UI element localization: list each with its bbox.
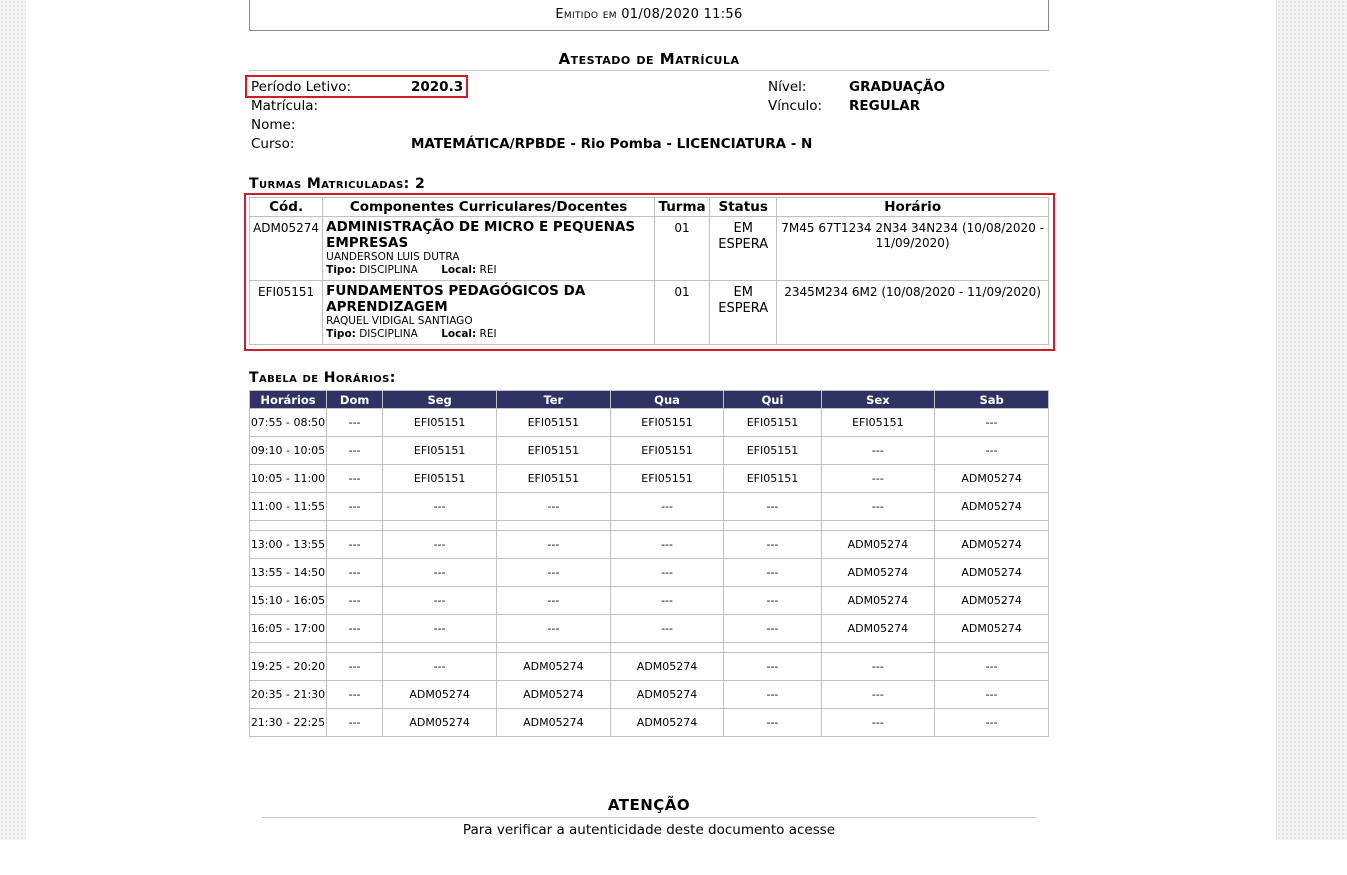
schedule-cell: --- — [724, 587, 821, 615]
schedule-cell: --- — [496, 587, 610, 615]
page-background-right — [1276, 0, 1347, 840]
schedule-cell: EFI05151 — [610, 437, 724, 465]
turma-cell: 01 — [655, 281, 710, 345]
table-row — [250, 587, 1049, 615]
table-row — [250, 437, 1049, 465]
schedule-cell: --- — [935, 681, 1049, 709]
separator-cell — [724, 643, 821, 653]
col-ter: Ter — [496, 391, 610, 409]
table-row — [250, 615, 1049, 643]
schedule-cell: --- — [935, 653, 1049, 681]
horarios-title: Tabela de Horários: — [249, 370, 396, 386]
table-row — [250, 559, 1049, 587]
schedule-cell: --- — [327, 653, 383, 681]
tipo-local — [326, 328, 651, 341]
time-cell: 16:05 - 17:00 — [250, 615, 327, 643]
matricula-label: Matrícula: — [251, 98, 319, 114]
separator-cell — [610, 521, 724, 531]
turmas-header-row — [250, 198, 1049, 217]
schedule-cell: --- — [821, 681, 935, 709]
separator-cell — [821, 643, 935, 653]
schedule-cell: ADM05274 — [821, 559, 935, 587]
schedule-cell: --- — [724, 493, 821, 521]
periodo-value: 2020.3 — [411, 79, 464, 95]
local-label: Local: — [441, 328, 477, 340]
schedule-cell: --- — [724, 681, 821, 709]
col-dom: Dom — [327, 391, 383, 409]
separator-row — [250, 521, 1049, 531]
col-status: Status — [710, 198, 777, 217]
schedule-cell: ADM05274 — [383, 681, 497, 709]
schedule-cell: --- — [724, 709, 821, 737]
separator-row — [250, 643, 1049, 653]
schedule-cell: EFI05151 — [383, 409, 497, 437]
separator-cell — [935, 521, 1049, 531]
col-qua: Qua — [610, 391, 724, 409]
horario-cell: 2345M234 6M2 (10/08/2020 - 11/09/2020) — [777, 281, 1049, 345]
schedule-cell: EFI05151 — [383, 465, 497, 493]
turmas-title: Turmas Matriculadas: 2 — [249, 176, 426, 192]
schedule-cell: EFI05151 — [821, 409, 935, 437]
col-seg: Seg — [383, 391, 497, 409]
table-row — [250, 281, 1049, 345]
schedule-cell: --- — [383, 587, 497, 615]
time-cell: 15:10 - 16:05 — [250, 587, 327, 615]
docente-name: RAQUEL VIDIGAL SANTIAGO — [326, 315, 473, 327]
schedule-cell: ADM05274 — [821, 615, 935, 643]
schedule-cell: --- — [327, 437, 383, 465]
curso-label: Curso: — [251, 136, 295, 152]
time-cell: 11:00 - 11:55 — [250, 493, 327, 521]
schedule-cell: EFI05151 — [610, 465, 724, 493]
componente-cell — [323, 281, 655, 345]
atencao-title: ATENÇÃO — [607, 796, 691, 814]
schedule-cell: --- — [496, 615, 610, 643]
schedule-cell: --- — [821, 709, 935, 737]
atencao-divider — [262, 817, 1036, 818]
schedule-cell: ADM05274 — [610, 681, 724, 709]
componente-cell — [323, 217, 655, 281]
schedule-cell: --- — [327, 681, 383, 709]
time-cell: 21:30 - 22:25 — [250, 709, 327, 737]
table-row — [250, 653, 1049, 681]
table-row — [250, 709, 1049, 737]
docente-name: UANDERSON LUIS DUTRA — [326, 251, 460, 263]
nivel-label: Nível: — [768, 79, 807, 95]
schedule-cell: ADM05274 — [496, 709, 610, 737]
schedule-cell: --- — [724, 559, 821, 587]
schedule-cell: ADM05274 — [935, 493, 1049, 521]
schedule-cell: --- — [327, 531, 383, 559]
horarios-table — [249, 390, 1049, 737]
schedule-cell: --- — [610, 615, 724, 643]
table-row — [250, 681, 1049, 709]
schedule-cell: --- — [821, 465, 935, 493]
horarios-header-row — [250, 391, 1049, 409]
schedule-cell: ADM05274 — [821, 531, 935, 559]
schedule-cell: EFI05151 — [383, 437, 497, 465]
page-background-left — [0, 0, 26, 840]
separator-cell — [327, 643, 383, 653]
schedule-cell: ADM05274 — [496, 681, 610, 709]
schedule-cell: --- — [327, 493, 383, 521]
cod-cell: EFI05151 — [250, 281, 323, 345]
schedule-cell: --- — [383, 653, 497, 681]
time-cell: 20:35 - 21:30 — [250, 681, 327, 709]
schedule-cell: --- — [496, 559, 610, 587]
local-value: REI — [479, 264, 497, 276]
emitido-header: Emitido em 01/08/2020 11:56 — [249, 0, 1049, 31]
componente-name: ADMINISTRAÇÃO DE MICRO E PEQUENAS EMPRESAS — [326, 219, 636, 251]
separator-cell — [496, 521, 610, 531]
schedule-cell: --- — [610, 587, 724, 615]
horarios-body — [250, 409, 1049, 737]
schedule-cell: --- — [327, 465, 383, 493]
atencao-text: Para verificar a autenticidade deste documento acesse — [462, 822, 836, 838]
schedule-cell: --- — [383, 493, 497, 521]
col-qui: Qui — [724, 391, 821, 409]
schedule-cell: --- — [610, 531, 724, 559]
local-value: REI — [479, 328, 497, 340]
turma-cell: 01 — [655, 217, 710, 281]
schedule-cell: ADM05274 — [935, 615, 1049, 643]
schedule-cell: ADM05274 — [935, 559, 1049, 587]
separator-cell — [724, 521, 821, 531]
col-horario: Horário — [777, 198, 1049, 217]
time-cell: 19:25 - 20:20 — [250, 653, 327, 681]
table-row — [250, 493, 1049, 521]
schedule-cell: EFI05151 — [724, 409, 821, 437]
local-label: Local: — [441, 264, 477, 276]
schedule-cell: EFI05151 — [496, 437, 610, 465]
separator-cell — [327, 521, 383, 531]
col-sab: Sab — [935, 391, 1049, 409]
vinculo-label: Vínculo: — [768, 98, 823, 114]
schedule-cell: ADM05274 — [610, 709, 724, 737]
vinculo-value: REGULAR — [849, 98, 921, 114]
separator-cell — [250, 643, 327, 653]
tipo-value: DISCIPLINA — [359, 264, 418, 276]
time-cell: 13:55 - 14:50 — [250, 559, 327, 587]
schedule-cell: --- — [724, 653, 821, 681]
schedule-cell: --- — [724, 531, 821, 559]
schedule-cell: --- — [496, 493, 610, 521]
separator-cell — [383, 521, 497, 531]
table-row — [250, 217, 1049, 281]
col-horarios: Horários — [250, 391, 327, 409]
cod-cell: ADM05274 — [250, 217, 323, 281]
table-row — [250, 531, 1049, 559]
schedule-cell: --- — [327, 559, 383, 587]
schedule-cell: --- — [935, 409, 1049, 437]
table-row — [250, 409, 1049, 437]
schedule-cell: ADM05274 — [935, 465, 1049, 493]
tipo-value: DISCIPLINA — [359, 328, 418, 340]
separator-cell — [935, 643, 1049, 653]
schedule-cell: --- — [821, 653, 935, 681]
schedule-cell: ADM05274 — [383, 709, 497, 737]
schedule-cell: ADM05274 — [935, 587, 1049, 615]
tipo-label: Tipo: — [326, 264, 356, 276]
schedule-cell: EFI05151 — [610, 409, 724, 437]
time-cell: 10:05 - 11:00 — [250, 465, 327, 493]
col-componentes: Componentes Curriculares/Docentes — [323, 198, 655, 217]
schedule-cell: EFI05151 — [724, 437, 821, 465]
nome-label: Nome: — [251, 117, 296, 133]
schedule-cell: EFI05151 — [496, 409, 610, 437]
schedule-cell: ADM05274 — [496, 653, 610, 681]
tipo-local — [326, 264, 651, 277]
title-divider — [249, 70, 1049, 71]
schedule-cell: --- — [327, 709, 383, 737]
schedule-cell: EFI05151 — [724, 465, 821, 493]
schedule-cell: --- — [935, 709, 1049, 737]
schedule-cell: ADM05274 — [935, 531, 1049, 559]
periodo-label: Período Letivo: — [251, 79, 352, 95]
time-cell: 13:00 - 13:55 — [250, 531, 327, 559]
col-cod: Cód. — [250, 198, 323, 217]
time-cell: 09:10 - 10:05 — [250, 437, 327, 465]
time-cell: 07:55 - 08:50 — [250, 409, 327, 437]
document-title: Atestado de Matrícula — [558, 50, 740, 68]
schedule-cell: EFI05151 — [496, 465, 610, 493]
schedule-cell: --- — [610, 493, 724, 521]
horario-cell: 7M45 67T1234 2N34 34N234 (10/08/2020 - 11/09/2020) — [777, 217, 1049, 281]
schedule-cell: --- — [935, 437, 1049, 465]
curso-value: MATEMÁTICA/RPBDE - Rio Pomba - LICENCIATURA - N — [411, 136, 813, 152]
componente-name: FUNDAMENTOS PEDAGÓGICOS DA APRENDIZAGEM — [326, 283, 586, 315]
separator-cell — [610, 643, 724, 653]
schedule-cell: --- — [821, 437, 935, 465]
schedule-cell: --- — [383, 615, 497, 643]
turmas-table — [249, 197, 1049, 345]
table-row — [250, 465, 1049, 493]
schedule-cell: ADM05274 — [821, 587, 935, 615]
tipo-label: Tipo: — [326, 328, 356, 340]
status-cell: EM ESPERA — [710, 281, 777, 345]
status-cell: EM ESPERA — [710, 217, 777, 281]
schedule-cell: --- — [724, 615, 821, 643]
separator-cell — [250, 521, 327, 531]
separator-cell — [496, 643, 610, 653]
separator-cell — [821, 521, 935, 531]
schedule-cell: --- — [610, 559, 724, 587]
schedule-cell: ADM05274 — [610, 653, 724, 681]
schedule-cell: --- — [383, 559, 497, 587]
schedule-cell: --- — [327, 615, 383, 643]
schedule-cell: --- — [496, 531, 610, 559]
col-turma: Turma — [655, 198, 710, 217]
schedule-cell: --- — [383, 531, 497, 559]
separator-cell — [383, 643, 497, 653]
schedule-cell: --- — [821, 493, 935, 521]
nivel-value: GRADUAÇÃO — [849, 79, 945, 95]
schedule-cell: --- — [327, 409, 383, 437]
col-sex: Sex — [821, 391, 935, 409]
schedule-cell: --- — [327, 587, 383, 615]
